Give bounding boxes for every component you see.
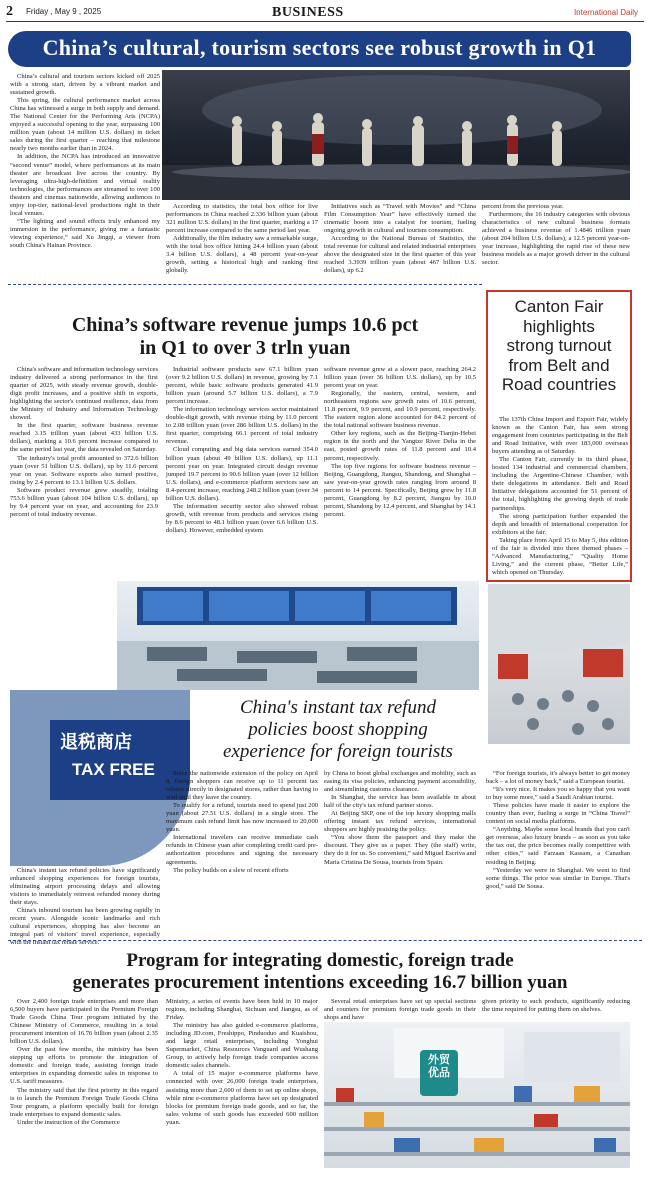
canton-title — [488, 297, 630, 395]
paragraph: “Yesterday we were in Shanghai. We went to find some things. The price was similar in Europe. That's good,” said De Sousa. — [486, 866, 630, 890]
story3-col1 — [10, 867, 160, 947]
story1-title: China’s cultural, tourism sectors see robust growth in Q1 — [42, 35, 597, 60]
story2-title — [10, 314, 480, 360]
paragraph: “For foreign tourists, it's always better to get money back – a lot of money back,” said a European tourist. — [486, 770, 630, 786]
control-room-illustration — [117, 581, 479, 690]
paragraph: Cloud computing and big data services earned 354.0 billion yuan (about 49 billion U.S. dollars), up 11.1 percent year on year. Integrated circuit design revenue jumped 19.7 percent to 90.6 billion yuan (over 12 billion U.S. dollars), and e-commerce platform services saw an 8.4-percent increase, reaching 248.2 billion yuan (over 34 billion U.S. dollars). — [166, 446, 318, 502]
story2-col2 — [166, 366, 318, 535]
paragraph: In Shanghai, the service has been available in about half of the city's tax refund partner stores. — [324, 794, 476, 810]
paragraph: Other key regions, such as the Beijing-Tianjin-Hebei region in the north and the Yangtze River Delta in the east, posted growth rates of 11.8 percent and 10.4 percent, respectively. — [324, 430, 476, 462]
paragraph: These policies have made it easier to explore the country than ever, fueling a surge in “China Travel” content on social media platforms. — [486, 802, 630, 826]
shop-sign: 外贸优品 — [428, 1053, 450, 1079]
paragraph: A total of 15 major e-commerce platforms have connected with over 26,000 foreign trade enterprises, assisting more than 2,600 of them to set up online shops, while nine e-commerce platforms have set up designated blocks for premium foreign trade goods, and so far, the sales volume of such goods has exceeded 600 million yuan. — [166, 1070, 318, 1126]
paragraph: This spring, the cultural performance market across China has witnessed a surge in both supply and demand. The National Center for the Performing Arts (NCPA) enjoyed a successful opening to the year, surpassing 100 million yuan (about 14 million U.S. dollars) in ticket sales during the first quarter – reaching that milestone nearly two months earlier than in 2024. — [10, 97, 160, 153]
story3-title-line: policies boost shopping — [248, 719, 428, 740]
story1-col1 — [10, 73, 160, 250]
story3-col3 — [324, 770, 476, 867]
paragraph: In the first quarter, software business revenue reached 3.15 trillion yuan (about 433 billion U.S. dollars), marking a 10.6 percent increase compared to the same period last year, the data revealed on Saturday. — [10, 422, 158, 454]
paragraph: percent from the previous year. — [482, 203, 564, 210]
story1-banner — [8, 31, 631, 67]
story2-title-line: in Q1 to over 3 trln yuan — [139, 337, 351, 359]
story3-title — [192, 697, 484, 763]
paragraph: The policy builds on a slew of recent efforts — [173, 866, 289, 874]
header-rule — [6, 21, 644, 22]
story2-col1 — [10, 366, 158, 519]
story1-col4 — [482, 203, 630, 267]
paragraph: Several retail enterprises have set up special sections and counters for premium foreign trade goods in their shops and have — [324, 998, 476, 1022]
story4-title — [10, 950, 630, 994]
paragraph: To qualify for a refund, tourists need to spend just 200 yuan (about 27.51 U.S. dollars) in a single store. The maximum cash refund limit has now increased to 20,000 yuan. — [166, 802, 318, 834]
paragraph: The information technology services sector maintained double-digit growth, with revenue rising by 11.0 percent to 2.08 trillion yuan (over 286 billion U.S. dollars) in the first quarter, comprising 66.1 percent of total industry revenue. — [166, 406, 318, 446]
paragraph: Regionally, the eastern, central, western, and northeastern regions saw growth rates of 10.6 percent, 11.8 percent, 9.9 percent, and 10.9 percent, respectively. The eastern region alone accounted for 84.2 percent of the total national software business revenue. — [324, 390, 476, 430]
paragraph: Ministry, a series of events have been held in 10 major regions, including Shanghai, Sichuan and Jiangsu, as of Friday. — [166, 998, 318, 1022]
paragraph: “You show them the passport and they make the discount. They give us a paper. They (the staff) write, they do it for us. So convenient,” said Miguel Escriva and Maria Cristina De Sousa, tourists from Spain. — [324, 834, 476, 866]
story4-title-line: generates procurement intentions exceeding 16.7 billion yuan — [72, 972, 568, 993]
paragraph: China's inbound tourism has been growing rapidly in recent years. Alongside iconic landmarks and rich cultural experiences, shopping has also become an integral part of visitors' travel experience, especially with the instant tax rebate service. — [10, 907, 160, 947]
sign-text-cn: 退税商店 — [60, 732, 132, 753]
paper-name: International Daily — [573, 8, 638, 17]
story1-col3 — [324, 203, 476, 275]
paragraph: According to statistics, the total box office for live performances in China reached 2.336 billion yuan (about 321 million U.S. dollars) in the first quarter, marking a 17 percent increase compared to the same period last year. — [166, 203, 318, 235]
story3-title-line: experience for foreign tourists — [223, 741, 453, 762]
section-title: BUSINESS — [272, 5, 344, 20]
paragraph: Over the past few months, the ministry has been stepping up efforts to promote the integration of domestic and foreign trade, assisting foreign trade enterprises in expanding domestic sales in response to U.S. tariff measures. — [10, 1046, 158, 1086]
paragraph: The ministry said that the first priority in this regard is to launch the Premium Foreign Trade Goods China Tour program, a platform specially built for foreign trade enterprises to expand domestic sales. — [10, 1086, 158, 1118]
story2-title-line: China’s software revenue jumps 10.6 pct — [71, 314, 419, 336]
paragraph: software revenue grew at a slower pace, reaching 264.2 billion yuan (over 36 billion U.S. dollars), up by 10.5 percent year on year. — [324, 366, 476, 390]
paragraph: The 137th China Import and Export Fair, widely known as the Canton Fair, has seen strong engagement from countries participating in the Belt and Road Initiative, with over 183,000 overseas buyers attending as of Saturday. — [492, 416, 628, 456]
stage-performance-photo — [162, 70, 630, 200]
paragraph: Additionally, the film industry saw a remarkable surge, with the total box office hitting 24.4 billion yuan (about 3.4 billion U.S. dollars), a 48 percent year-on-year growth, setting a historical high and ranking first globally. — [166, 235, 318, 275]
paragraph: Software product revenue grew steadily, totaling 753.6 billion yuan (about 104 billion U.S. dollars), up by 9.4 percent year on year, and accounting for 23.9 percent of total industry revenue. — [10, 486, 158, 518]
paragraph: Under the instruction of the Commerce — [17, 1118, 120, 1126]
story3-col2 — [166, 770, 318, 875]
paragraph: China’s cultural and tourism sectors kicked off 2025 with a strong start, driven by a vibrant market and sustained growth. — [10, 73, 160, 97]
paragraph: The strong participation further expanded the depth and breadth of international cooperation for exhibitors at the fair. — [492, 512, 628, 536]
paragraph: The top five regions for software business revenue – Beijing, Guangdong, Jiangsu, Shandong, and Shanghai – saw year-on-year growth rates ranging from around 8 percent to 14 percent. Specifically, Beijing grew by 11.8 percent, Guangdong by 8.2 percent, Jiangsu by 10.0 percent, Shandong by 12.4 percent, and Shanghai by 14.1 percent. — [324, 462, 476, 518]
story4-col2 — [166, 998, 318, 1127]
canton-body — [492, 416, 628, 577]
story1-col2 — [166, 203, 318, 275]
paragraph: The Canton Fair, currently in its third phase, hosted 134 industrial and commercial chambers, including the Argentine-Chinese Chamber, with their delegations in attendance. Belt and Road Initiative delegations accounted for 51 percent of the total, highlighting the growing depth of trade partnerships. — [492, 456, 628, 512]
paragraph: Furthermore, the 16 industry categories with obvious characteristics of new cultural business formats achieved a business revenue of 1.4846 trillion yuan (about 204 billion U.S. dollars), a 12.5 percent year-on-year increase, highlighting the rapid rise of these new business models as a major growth driver in the cultural sector. — [482, 211, 630, 267]
stage-illustration — [162, 70, 630, 200]
divider — [8, 284, 482, 285]
canton-title-line: Road countries — [501, 375, 617, 394]
story4-col4 — [482, 998, 630, 1014]
fair-hall-photo — [488, 584, 630, 744]
paragraph: Taking place from April 15 to May 5, this edition of the fair is divided into three themed phases – “Advanced Manufacturing,” “Quality Home Living,” and the current phase, “Better Life,” which opened on Thursday. — [492, 536, 629, 576]
paragraph: Industrial software products saw 67.1 billion yuan (over 9.2 billion U.S. dollars) in revenue, growing by 7.1 percent, while basic software products generated 41.9 billion yuan (around 5.7 billion U.S. dollars), a 7.9 percent increase. — [166, 366, 318, 406]
paragraph: Since the nationwide extension of the policy on April 8, foreign shoppers can receive up to 11 percent tax rebates directly in designated stores, rather than having to wait until they leave the country. — [166, 770, 318, 802]
story2-col3 — [324, 366, 476, 519]
story3-title-line: China's instant tax refund — [239, 697, 436, 718]
divider — [8, 940, 642, 941]
canton-title-line: highlights — [523, 316, 595, 336]
canton-title-line: Canton Fair — [514, 297, 604, 316]
paragraph: In addition, the NCPA has introduced an innovative “second venue” model, where performances at its main theater are broadcast live across the country. By leveraging ultra-high-definition and virtual reality technologies, the performances are streamed to over 100 theaters and cinemas nationwide, allowing audiences to enjoy top-tier, national-level productions right in their local venues. — [10, 153, 160, 217]
canton-title-line: strong turnout — [506, 336, 612, 355]
canton-title-line: from Belt and — [508, 355, 610, 375]
paragraph: The information security sector also showed robust growth, with revenue from products and services rising by 8.6 percent to 48.1 billion yuan (over 6.6 billion U.S. dollars). However, embedded system — [166, 502, 318, 534]
paragraph: by China to boost global exchanges and mobility, such as easing its visa policies, enhancing payment accessibility, and streamlining customs clearance. — [324, 770, 476, 794]
fair-hall-illustration — [488, 584, 630, 744]
paragraph: “It's very nice. It makes you so happy that you want to buy some more,” said a Saudi Arabian tourist. — [486, 786, 630, 802]
story4-title-line: Program for integrating domestic, foreign trade — [126, 950, 514, 971]
control-room-photo — [117, 581, 479, 690]
store-shelves-illustration — [324, 1022, 630, 1168]
paragraph: The industry's total profit amounted to 372.6 billion yuan (over 51 billion U.S. dollars), up by 11.6 percent year on year. Software exports also turned positive, rising by 2.4 percent to 13.1 billion U.S. dollars. — [10, 454, 158, 486]
issue-date: Friday , May 9 , 2025 — [26, 7, 102, 16]
paragraph: given priority to such products, significantly reducing the time required for putting them on shelves. — [482, 998, 630, 1014]
story3-col4 — [486, 770, 630, 891]
paragraph: The ministry has also guided e-commerce platforms, including JD.com, Freshippo, Pinduoduo and Kuaishou, and large retail enterprises, including Yonghui Supermarket, China Resources Vanguard and Wushang Group, to actively help foreign trade companies access domestic sales channels. — [166, 1022, 318, 1070]
paragraph: Over 2,400 foreign trade enterprises and more than 6,500 buyers have participated in the Premium Foreign Trade Goods China Tour program initiated by the Chinese Ministry of Commerce, resulting in a total procurement intention of 16.76 billion yuan (about 2.35 billion U.S. dollars). — [10, 998, 158, 1046]
paragraph: “The lighting and sound effects truly enhanced my immersion in the performance, giving me a fantastic viewing experience,” said Xu Jingqi, a viewer from south China's Hainan Province. — [10, 217, 160, 249]
paragraph: China's software and information technology services industry delivered a strong performance in the first quarter of 2025, with steady revenue growth, double-digit profit increases, and a positive shift in exports, highlighting the sector's continued resilience, data from the Ministry of Industry and Information Technology showed. — [10, 366, 158, 422]
paragraph: “Anything. Maybe some local brands that you can't get overseas, also luxury brands – as soon as you take the tax out, the price becomes really competitive with other cities,” said Farzaan Kassam, a Canadian residing in Beijing. — [486, 826, 630, 866]
story4-col1 — [10, 998, 158, 1127]
store-shelves-photo — [324, 1022, 630, 1168]
page-number: 2 — [6, 4, 13, 19]
paragraph: Initiatives such as “Travel with Movies” and “China Film Consumption Year” have effectively turned the cinematic boom into a catalyst for tourism, fueling ongoing growth in cultural and tourism consumption. — [324, 203, 476, 235]
story4-col3 — [324, 998, 476, 1022]
paragraph: According to the National Bureau of Statistics, the total revenue for cultural and related industrial enterprises above the designated size in the first quarter of this year reached 3.3939 trillion yuan (about 467 billion U.S. dollars), up 6.2 — [324, 235, 476, 275]
paragraph: China's instant tax refund policies have significantly enhanced shopping experiences for foreign tourists, eliminating airport processing delays and allowing visitors to immediately reinvest refunded money during their stays. — [10, 867, 160, 907]
paragraph: International travelers can receive immediate cash refunds in Chinese yuan after completing credit card pre-authorization procedures and signing the necessary agreements. — [166, 834, 318, 866]
sign-text-en: TAX FREE — [72, 760, 155, 779]
paragraph: At Beijing SKP, one of the top luxury shopping malls offering instant tax refund services, international shoppers are highly praising the policy. — [324, 810, 476, 834]
tax-free-sign-photo — [10, 690, 190, 866]
